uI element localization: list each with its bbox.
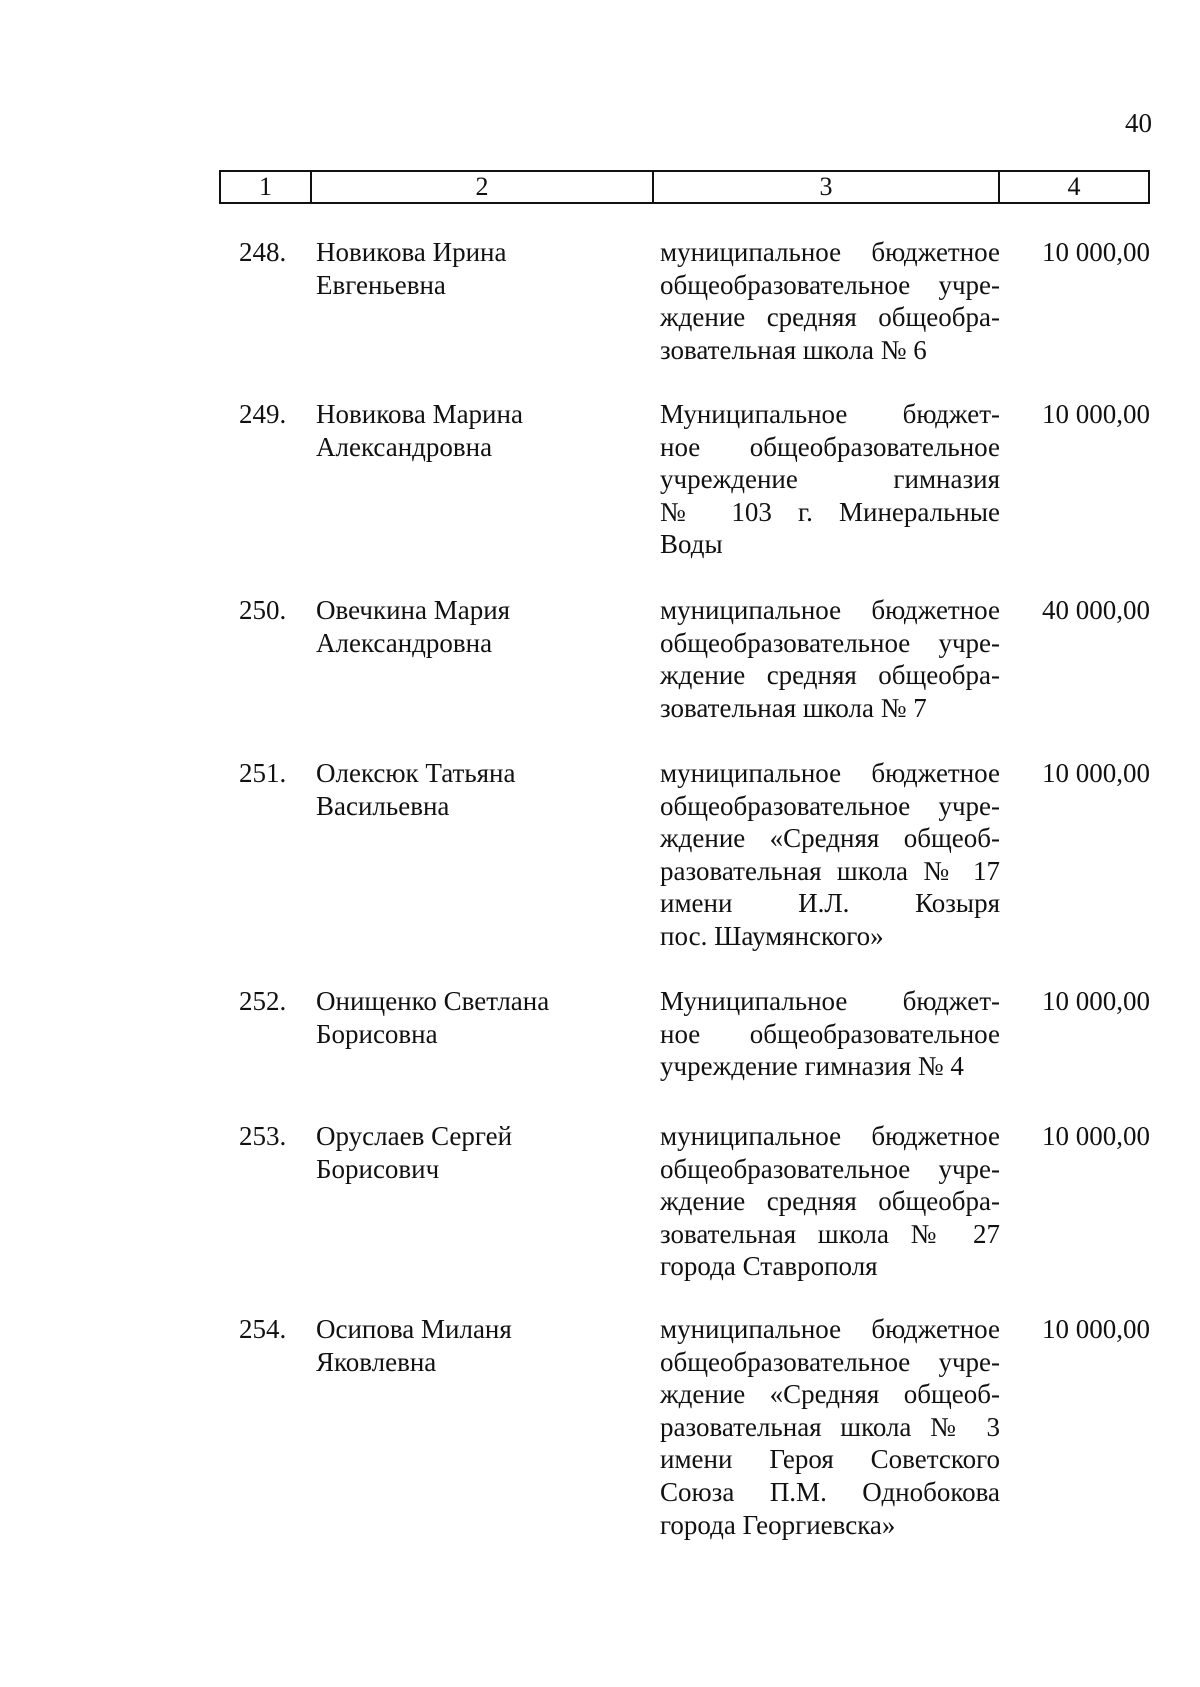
amount: 10 000,00 (1042, 1121, 1150, 1151)
amount: 10 000,00 (1042, 399, 1150, 429)
organization-name-line: ждение «Средняя общеоб- (660, 823, 1000, 854)
row-number: 251. (239, 758, 287, 788)
organization-name-line: ждение средняя общеобра- (660, 1186, 1000, 1217)
recipient-name-line: Новикова Марина (316, 399, 523, 429)
organization-name-line: муниципальное бюджетное (660, 595, 1000, 625)
organization-name-line: общеобразовательное учре- (660, 790, 1000, 821)
row-number: 254. (239, 1314, 287, 1344)
recipient-name-line: Александровна (316, 431, 493, 462)
column-header-1: 1 (221, 172, 312, 202)
organization-name-line: ное общеобразовательное (660, 1018, 1000, 1049)
organization-name-line: пос. Шаумянского» (660, 920, 884, 951)
organization-name-line: № 103 г. Минеральные (660, 496, 1000, 527)
organization-name-line: города Георгиевска» (660, 1509, 896, 1540)
organization-name (660, 236, 1000, 366)
recipient-name-line: Онищенко Светлана (316, 986, 550, 1016)
column-header-4: 4 (1067, 172, 1081, 201)
organization-name-line: зовательная школа № 27 (660, 1218, 1000, 1249)
organization-name-line: общеобразовательное учре- (660, 1346, 1000, 1377)
organization-name-line: общеобразовательное учре- (660, 627, 1000, 658)
recipient-name-line: Александровна (316, 627, 493, 658)
recipient-name (316, 985, 606, 1050)
organization-name-line: муниципальное бюджетное (660, 1121, 1000, 1151)
recipient-name-line: Оруслаев Сергей (316, 1121, 513, 1151)
organization-name-line: Муниципальное бюджет- (660, 399, 1000, 429)
organization-name (660, 1120, 1000, 1283)
amount: 10 000,00 (1042, 986, 1150, 1016)
column-header-3: 3 (654, 172, 1000, 202)
recipient-name (316, 1313, 606, 1378)
row-number: 249. (239, 399, 287, 429)
recipient-name-line: Евгеньевна (316, 269, 446, 300)
recipient-name (316, 398, 606, 463)
organization-name-line: учреждение гимназия № 4 (660, 1051, 964, 1082)
organization-name-line: зовательная школа № 6 (660, 334, 927, 365)
organization-name (660, 594, 1000, 724)
column-header-row (219, 170, 1150, 204)
recipient-name-line: Васильевна (316, 790, 450, 821)
recipient-name-line: Олексюк Татьяна (316, 758, 516, 788)
organization-name-line: Воды (660, 529, 723, 560)
organization-name-line: зовательная школа № 7 (660, 692, 927, 723)
organization-name-line: имени И.Л. Козыря (660, 888, 1000, 919)
row-number: 252. (239, 986, 287, 1016)
recipient-name-line: Борисович (316, 1153, 440, 1184)
organization-name-line: учреждение гимназия (660, 464, 1000, 495)
organization-name-line: муниципальное бюджетное (660, 1314, 1000, 1344)
recipient-name-line: Борисовна (316, 1018, 438, 1049)
row-number: 248. (239, 237, 287, 267)
organization-name-line: общеобразовательное учре- (660, 269, 1000, 300)
recipient-name-line: Овечкина Мария (316, 595, 511, 625)
recipient-name-line: Новикова Ирина (316, 237, 507, 267)
recipient-name-line: Осипова Миланя (316, 1314, 512, 1344)
organization-name-line: общеобразовательное учре- (660, 1153, 1000, 1184)
recipient-name (316, 236, 606, 301)
organization-name-line: муниципальное бюджетное (660, 758, 1000, 788)
organization-name (660, 757, 1000, 953)
row-number: 253. (239, 1121, 287, 1151)
organization-name (660, 398, 1000, 561)
organization-name-line: ждение «Средняя общеоб- (660, 1379, 1000, 1410)
organization-name-line: ное общеобразовательное (660, 431, 1000, 462)
amount: 40 000,00 (1042, 595, 1150, 625)
organization-name-line: муниципальное бюджетное (660, 237, 1000, 267)
amount: 10 000,00 (1042, 1314, 1150, 1344)
recipient-name (316, 757, 606, 822)
recipient-name (316, 1120, 606, 1185)
amount: 10 000,00 (1042, 758, 1150, 788)
organization-name-line: Муниципальное бюджет- (660, 986, 1000, 1016)
organization-name-line: разовательная школа № 17 (660, 855, 1000, 886)
amount: 10 000,00 (1042, 237, 1150, 267)
organization-name-line: ждение средняя общеобра- (660, 660, 1000, 691)
organization-name-line: разовательная школа № 3 (660, 1411, 1000, 1442)
organization-name-line: ждение средняя общеобра- (660, 302, 1000, 333)
row-number: 250. (239, 595, 287, 625)
organization-name (660, 985, 1000, 1083)
organization-name-line: имени Героя Советского (660, 1444, 1000, 1475)
recipient-name (316, 594, 606, 659)
column-header-2: 2 (312, 172, 654, 202)
organization-name-line: города Ставрополя (660, 1251, 878, 1282)
recipient-name-line: Яковлевна (316, 1346, 437, 1377)
organization-name-line: Союза П.М. Однобокова (660, 1476, 1000, 1507)
page-number: 40 (1125, 108, 1152, 138)
organization-name (660, 1313, 1000, 1541)
